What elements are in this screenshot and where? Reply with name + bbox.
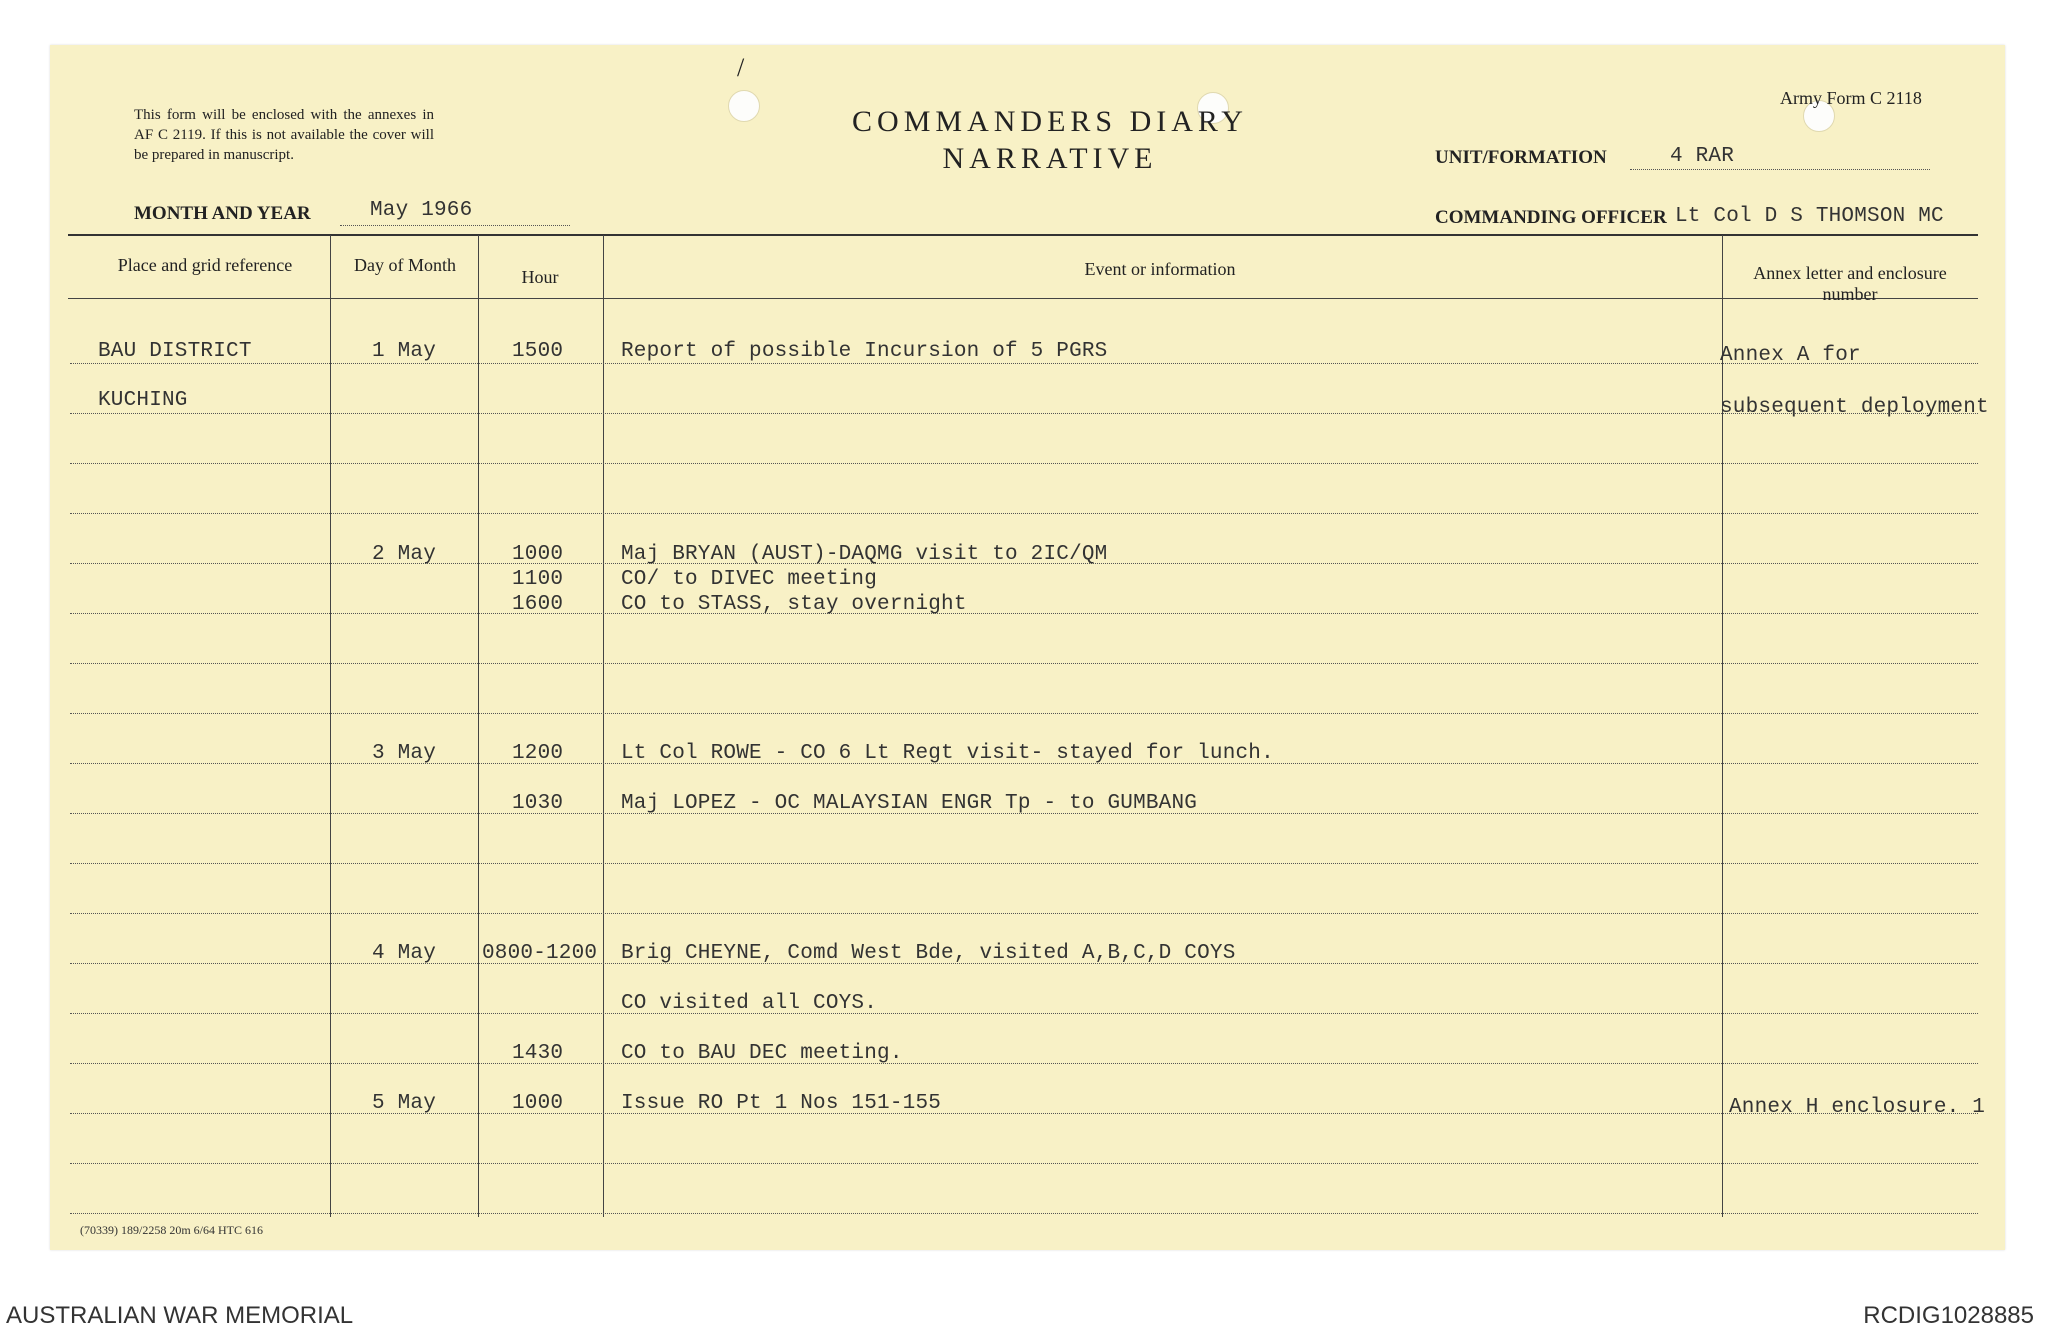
entry-day: 5 May: [372, 1092, 437, 1115]
entry-annex: Annex H enclosure. 1: [1729, 1096, 1986, 1119]
entry-hour: 1000: [512, 543, 564, 566]
col-header-event: Event or information: [1084, 259, 1236, 279]
col-header-annex: Annex letter and enclosure number: [1753, 263, 1947, 304]
entry-event: Lt Col ROWE - CO 6 Lt Regt visit- stayed for lunch.: [621, 742, 1274, 765]
form-title: COMMANDERS DIARY: [852, 105, 1248, 138]
month-year-label: MONTH AND YEAR: [134, 203, 311, 224]
entry-event: CO visited all COYS.: [621, 992, 878, 1015]
document-sheet: [50, 45, 2005, 1250]
unit-value: 4 RAR: [1670, 145, 1735, 168]
entry-event: Issue RO Pt 1 Nos 151-155: [621, 1092, 942, 1115]
entry-hour: 1030: [512, 792, 564, 815]
col-header-day: Day of Month: [354, 255, 456, 275]
form-id: Army Form C 2118: [1780, 88, 1922, 108]
entry-event: Maj BRYAN (AUST)-DAQMG visit to 2IC/QM: [621, 543, 1108, 566]
archive-id: RCDIG1028885: [1863, 1302, 2034, 1329]
entry-hour: 1600: [512, 593, 564, 616]
month-year-value: May 1966: [370, 199, 473, 222]
col-header-hour: Hour: [521, 267, 559, 287]
entry-place: BAU DISTRICT: [98, 340, 252, 363]
entry-day: 4 May: [372, 942, 437, 965]
entry-hour: 1500: [512, 340, 564, 363]
punch-hole: [728, 90, 760, 122]
page-mark: /: [737, 53, 745, 82]
entry-hour: 1100: [512, 568, 564, 591]
archive-name: AUSTRALIAN WAR MEMORIAL: [6, 1302, 354, 1329]
entry-event: CO/ to DIVEC meeting: [621, 568, 878, 591]
form-instruction: This form will be enclosed with the annexes in AF C 2119. If this is not available the cover will be prepared in manuscript.: [134, 107, 434, 163]
entry-event: Brig CHEYNE, Comd West Bde, visited A,B,C,D COYS: [621, 942, 1236, 965]
entry-annex: Annex A for: [1720, 344, 1861, 367]
entry-event: Maj LOPEZ - OC MALAYSIAN ENGR Tp - to GUMBANG: [621, 792, 1198, 815]
co-label: COMMANDING OFFICER: [1435, 207, 1667, 228]
entry-event: Report of possible Incursion of 5 PGRS: [621, 340, 1108, 363]
entry-event: CO to BAU DEC meeting.: [621, 1042, 903, 1065]
entry-day: 2 May: [372, 543, 437, 566]
unit-label: UNIT/FORMATION: [1435, 147, 1607, 168]
entry-day: 3 May: [372, 742, 437, 765]
entry-event: CO to STASS, stay overnight: [621, 593, 967, 616]
form-subtitle: NARRATIVE: [942, 142, 1158, 175]
entry-hour: 1200: [512, 742, 564, 765]
entry-place: KUCHING: [98, 389, 188, 412]
entry-hour: 0800-1200: [482, 942, 598, 965]
entry-day: 1 May: [372, 340, 437, 363]
print-code: (70339) 189/2258 20m 6/64 HTC 616: [80, 1223, 263, 1237]
entry-hour: 1000: [512, 1092, 564, 1115]
col-header-place: Place and grid reference: [117, 255, 293, 275]
entry-hour: 1430: [512, 1042, 564, 1065]
entry-annex: subsequent deployment: [1720, 396, 1989, 419]
co-value: Lt Col D S THOMSON MC: [1675, 205, 1944, 228]
